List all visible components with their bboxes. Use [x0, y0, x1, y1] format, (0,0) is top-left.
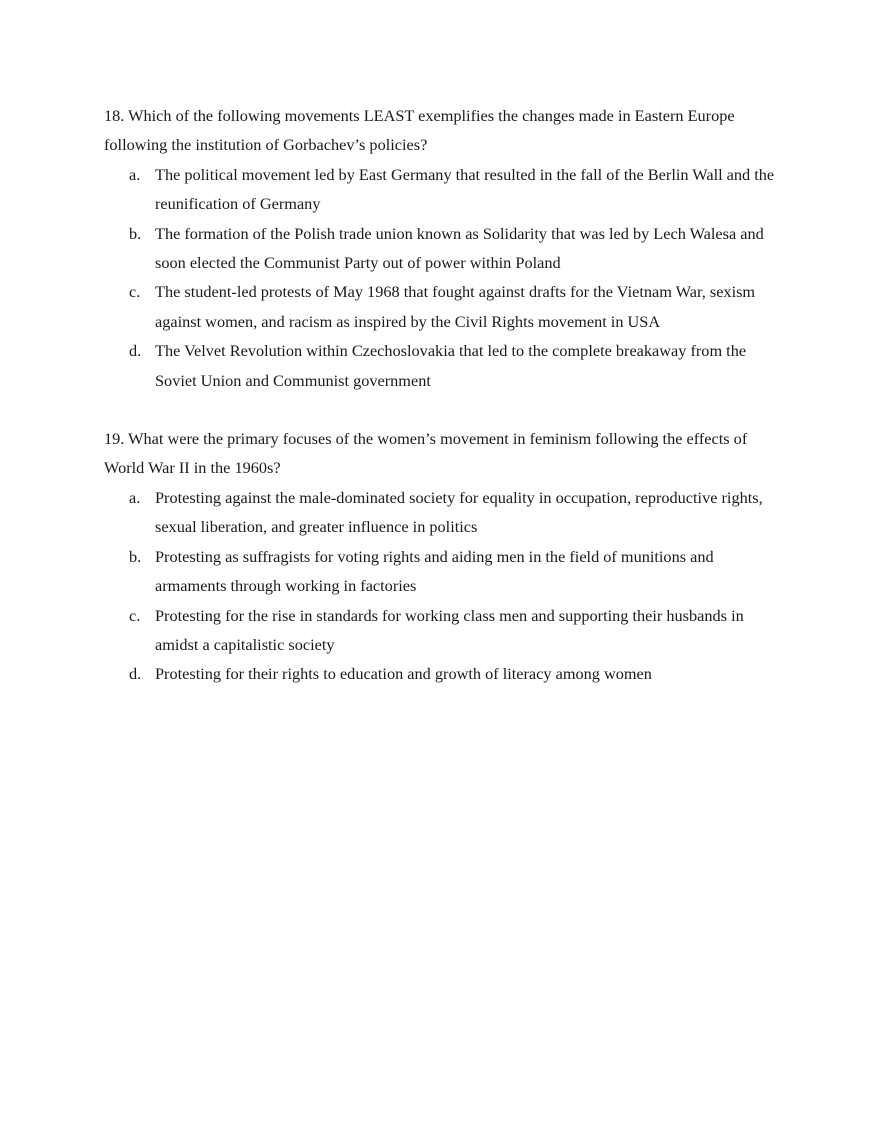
option-b: [104, 542, 784, 601]
option-a: [104, 483, 784, 542]
option-letter: d.: [129, 341, 142, 361]
option-text: Protesting for their rights to education and growth of literacy among women: [155, 664, 652, 684]
question-18: [104, 101, 784, 395]
option-d: [104, 336, 784, 395]
option-letter: c.: [129, 282, 141, 302]
option-c: [104, 601, 784, 660]
question-19: [104, 424, 784, 689]
answer-options: [104, 483, 784, 689]
option-text: Protesting as suffragists for voting rights and aiding men in the field of munitions and armaments through working in factories: [155, 546, 714, 596]
option-letter: d.: [129, 664, 142, 684]
option-b: [104, 219, 784, 278]
question-stem: 19. What were the primary focuses of the women’s movement in feminism following the effects of World War II in the 1960s?: [104, 429, 748, 478]
option-text: Protesting against the male-dominated society for equality in occupation, reproductive rights, sexual liberation, and greater influence in politics: [155, 487, 763, 537]
option-a: [104, 160, 784, 219]
option-letter: b.: [129, 223, 142, 243]
option-letter: b.: [129, 546, 142, 566]
option-c: [104, 277, 784, 336]
option-text: Protesting for the rise in standards for working class men and supporting their husbands in amidst a capitalistic society: [155, 605, 744, 654]
question-stem: 18. Which of the following movements LEAST exemplifies the changes made in Eastern Europe following the institution of Gorbachev’s policies?: [104, 106, 735, 155]
option-letter: a.: [129, 164, 141, 184]
option-text: The Velvet Revolution within Czechoslovakia that led to the complete breakaway from the Soviet Union and Communist government: [155, 341, 747, 390]
option-letter: c.: [129, 605, 141, 625]
option-d: [104, 659, 784, 688]
answer-options: [104, 160, 784, 395]
option-text: The student-led protests of May 1968 that fought against drafts for the Vietnam War, sexism against women, and racism as inspired by the Civil Rights movement in USA: [155, 282, 756, 331]
option-text: The formation of the Polish trade union known as Solidarity that was led by Lech Walesa and soon elected the Communist Party out of power within Poland: [155, 223, 764, 273]
option-letter: a.: [129, 487, 141, 507]
option-text: The political movement led by East Germany that resulted in the fall of the Berlin Wall and the reunification of Germany: [155, 164, 775, 214]
